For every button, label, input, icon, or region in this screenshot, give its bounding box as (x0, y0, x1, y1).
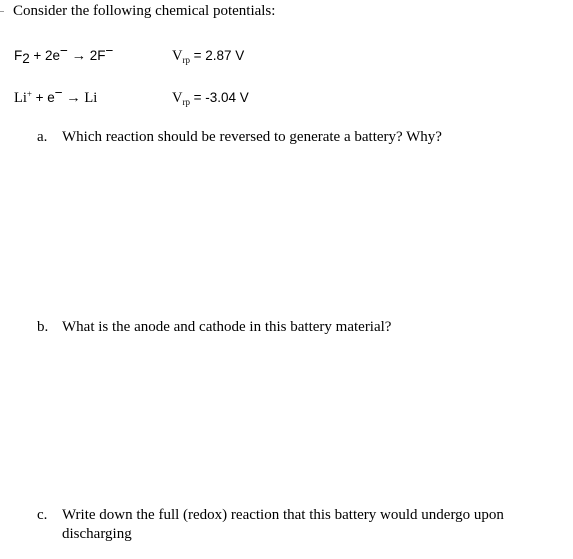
reaction-1-potential-value: = 2.87 V (193, 48, 245, 63)
reaction-1-potential-subscript: rp (182, 55, 190, 65)
reaction-1-electrons: + 2e (33, 48, 61, 63)
question-a-letter: a. (37, 129, 48, 145)
reaction-2-reactant-charge: + (26, 89, 32, 99)
reaction-1-potential (172, 48, 244, 65)
reaction-1-equation (14, 43, 114, 66)
question-c-text: Write down the full (redox) reaction that this battery would undergo upon discharging (62, 507, 504, 542)
question-b-text: What is the anode and cathode in this battery material? (62, 319, 392, 335)
reaction-2-arrow: → (66, 90, 81, 106)
question-b-letter: b. (37, 319, 49, 335)
question-a-text: Which reaction should be reversed to generate a battery? Why? (62, 129, 442, 145)
reaction-2-electrons: + e (35, 90, 55, 105)
reaction-1-reactant-subscript: 2 (22, 51, 30, 66)
reaction-1-electron-charge: − (60, 43, 68, 58)
reaction-2-potential-symbol: V (172, 90, 183, 106)
margin-mark (0, 11, 4, 12)
reaction-2-equation (14, 85, 98, 107)
question-b (37, 318, 572, 337)
question-a (37, 128, 572, 147)
reaction-2-potential-subscript: rp (182, 97, 190, 107)
reaction-2-reactant: Li (14, 90, 27, 106)
question-c (37, 506, 572, 544)
reaction-2-potential (172, 90, 249, 107)
reaction-1-product: 2F (89, 48, 106, 63)
reaction-2-potential-value: = -3.04 V (193, 90, 249, 105)
question-c-letter: c. (37, 507, 48, 523)
intro-text: Consider the following chemical potentials: (13, 3, 276, 19)
reaction-1-arrow: → (71, 48, 87, 64)
reaction-2-electron-charge: − (54, 85, 63, 100)
reaction-1-potential-symbol: V (172, 48, 183, 64)
reaction-1-reactant: F (14, 48, 23, 63)
reaction-1-product-charge: − (105, 43, 114, 58)
reaction-2-product: Li (84, 90, 98, 106)
